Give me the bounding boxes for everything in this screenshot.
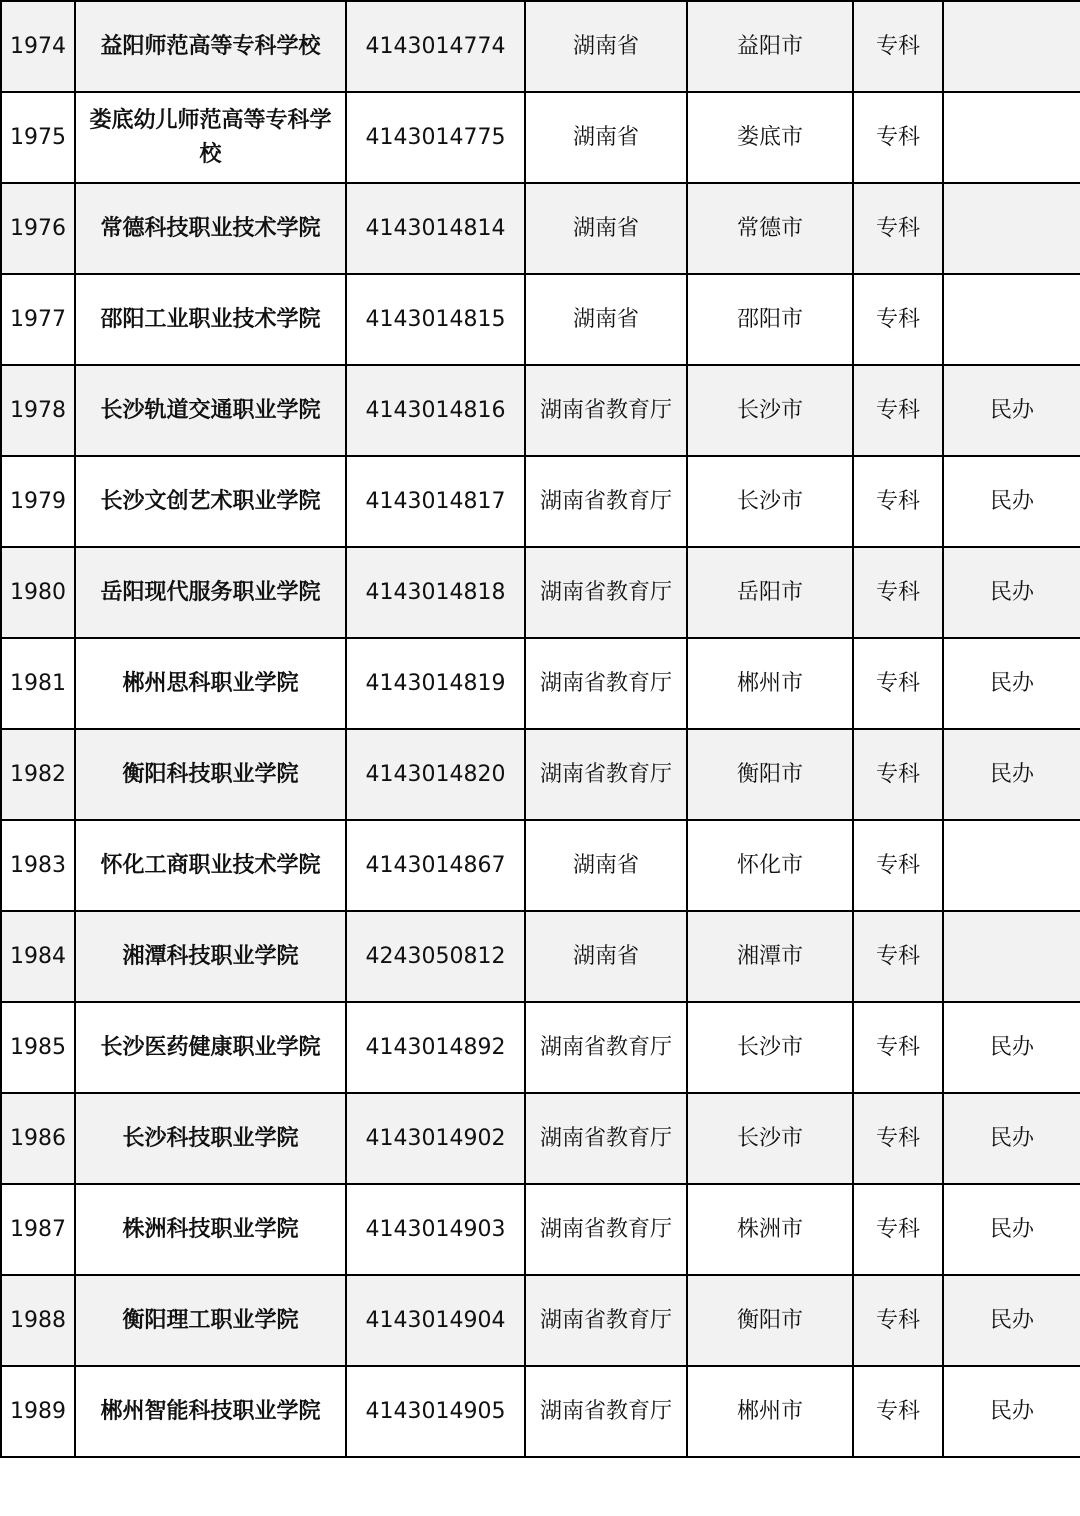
cell-city: 邵阳市 [687,274,853,365]
cell-authority: 湖南省 [525,92,687,183]
cell-note: 民办 [943,1366,1080,1457]
cell-level: 专科 [853,183,943,274]
cell-seq: 1986 [1,1093,75,1184]
cell-authority: 湖南省教育厅 [525,365,687,456]
table-row [1,274,1080,365]
cell-school-name: 郴州思科职业学院 [75,638,346,729]
table-row [1,456,1080,547]
cell-city: 郴州市 [687,1366,853,1457]
cell-level: 专科 [853,1002,943,1093]
table-row [1,1093,1080,1184]
cell-note: 民办 [943,456,1080,547]
cell-school-name: 岳阳现代服务职业学院 [75,547,346,638]
cell-level: 专科 [853,1366,943,1457]
cell-seq: 1987 [1,1184,75,1275]
cell-note: 民办 [943,1184,1080,1275]
cell-authority: 湖南省教育厅 [525,456,687,547]
cell-authority: 湖南省教育厅 [525,729,687,820]
cell-school-code: 4143014819 [346,638,525,729]
cell-note [943,820,1080,911]
cell-seq: 1983 [1,820,75,911]
table-row [1,183,1080,274]
cell-note: 民办 [943,1093,1080,1184]
cell-city: 长沙市 [687,1093,853,1184]
cell-authority: 湖南省教育厅 [525,1275,687,1366]
cell-authority: 湖南省教育厅 [525,1366,687,1457]
cell-level: 专科 [853,456,943,547]
cell-authority: 湖南省教育厅 [525,638,687,729]
cell-city: 衡阳市 [687,1275,853,1366]
cell-school-code: 4143014775 [346,92,525,183]
cell-school-name: 株洲科技职业学院 [75,1184,346,1275]
table-row [1,729,1080,820]
table-row [1,92,1080,183]
cell-school-name: 怀化工商职业技术学院 [75,820,346,911]
cell-seq: 1976 [1,183,75,274]
cell-school-code: 4143014902 [346,1093,525,1184]
cell-school-code: 4143014816 [346,365,525,456]
cell-authority: 湖南省教育厅 [525,1093,687,1184]
cell-city: 娄底市 [687,92,853,183]
cell-authority: 湖南省教育厅 [525,547,687,638]
table-row [1,1366,1080,1457]
cell-city: 衡阳市 [687,729,853,820]
cell-authority: 湖南省 [525,183,687,274]
cell-level: 专科 [853,638,943,729]
cell-note [943,92,1080,183]
table-row [1,911,1080,1002]
cell-note: 民办 [943,365,1080,456]
cell-level: 专科 [853,547,943,638]
cell-school-code: 4143014904 [346,1275,525,1366]
cell-authority: 湖南省 [525,820,687,911]
cell-school-code: 4143014867 [346,820,525,911]
cell-school-code: 4243050812 [346,911,525,1002]
cell-school-code: 4143014815 [346,274,525,365]
cell-school-code: 4143014818 [346,547,525,638]
cell-school-name: 衡阳科技职业学院 [75,729,346,820]
cell-authority: 湖南省教育厅 [525,1184,687,1275]
cell-seq: 1978 [1,365,75,456]
cell-school-name: 常德科技职业技术学院 [75,183,346,274]
cell-school-name: 娄底幼儿师范高等专科学校 [75,92,346,183]
cell-seq: 1988 [1,1275,75,1366]
cell-school-name: 湘潭科技职业学院 [75,911,346,1002]
cell-school-name: 长沙科技职业学院 [75,1093,346,1184]
cell-school-name: 益阳师范高等专科学校 [75,1,346,92]
cell-authority: 湖南省 [525,1,687,92]
cell-level: 专科 [853,1275,943,1366]
table-row [1,820,1080,911]
cell-note [943,274,1080,365]
cell-authority: 湖南省教育厅 [525,1002,687,1093]
cell-school-code: 4143014820 [346,729,525,820]
cell-school-code: 4143014892 [346,1002,525,1093]
cell-school-code: 4143014774 [346,1,525,92]
cell-school-name: 衡阳理工职业学院 [75,1275,346,1366]
cell-note [943,183,1080,274]
cell-note [943,911,1080,1002]
table-row [1,638,1080,729]
cell-city: 长沙市 [687,365,853,456]
cell-note: 民办 [943,1275,1080,1366]
cell-level: 专科 [853,92,943,183]
cell-level: 专科 [853,911,943,1002]
table-row [1,365,1080,456]
cell-authority: 湖南省 [525,274,687,365]
cell-level: 专科 [853,274,943,365]
cell-seq: 1982 [1,729,75,820]
cell-level: 专科 [853,1093,943,1184]
cell-seq: 1979 [1,456,75,547]
cell-note: 民办 [943,1002,1080,1093]
cell-level: 专科 [853,365,943,456]
cell-city: 常德市 [687,183,853,274]
cell-authority: 湖南省 [525,911,687,1002]
cell-seq: 1989 [1,1366,75,1457]
table-row [1,1275,1080,1366]
cell-school-name: 长沙医药健康职业学院 [75,1002,346,1093]
table-body [1,1,1080,1457]
cell-city: 郴州市 [687,638,853,729]
cell-school-name: 邵阳工业职业技术学院 [75,274,346,365]
cell-seq: 1977 [1,274,75,365]
cell-school-name: 长沙轨道交通职业学院 [75,365,346,456]
cell-seq: 1975 [1,92,75,183]
cell-school-code: 4143014905 [346,1366,525,1457]
cell-note: 民办 [943,729,1080,820]
table-row [1,1002,1080,1093]
cell-level: 专科 [853,729,943,820]
cell-city: 长沙市 [687,1002,853,1093]
cell-note [943,1,1080,92]
table-row [1,1184,1080,1275]
table-row [1,1,1080,92]
cell-school-code: 4143014903 [346,1184,525,1275]
cell-seq: 1985 [1,1002,75,1093]
cell-note: 民办 [943,547,1080,638]
cell-city: 湘潭市 [687,911,853,1002]
cell-seq: 1981 [1,638,75,729]
cell-school-name: 郴州智能科技职业学院 [75,1366,346,1457]
cell-school-code: 4143014814 [346,183,525,274]
cell-city: 怀化市 [687,820,853,911]
cell-city: 长沙市 [687,456,853,547]
cell-level: 专科 [853,820,943,911]
cell-seq: 1980 [1,547,75,638]
cell-school-name: 长沙文创艺术职业学院 [75,456,346,547]
cell-city: 岳阳市 [687,547,853,638]
cell-level: 专科 [853,1184,943,1275]
table-row [1,547,1080,638]
cell-seq: 1974 [1,1,75,92]
cell-city: 株洲市 [687,1184,853,1275]
cell-seq: 1984 [1,911,75,1002]
cell-city: 益阳市 [687,1,853,92]
cell-note: 民办 [943,638,1080,729]
cell-level: 专科 [853,1,943,92]
cell-school-code: 4143014817 [346,456,525,547]
